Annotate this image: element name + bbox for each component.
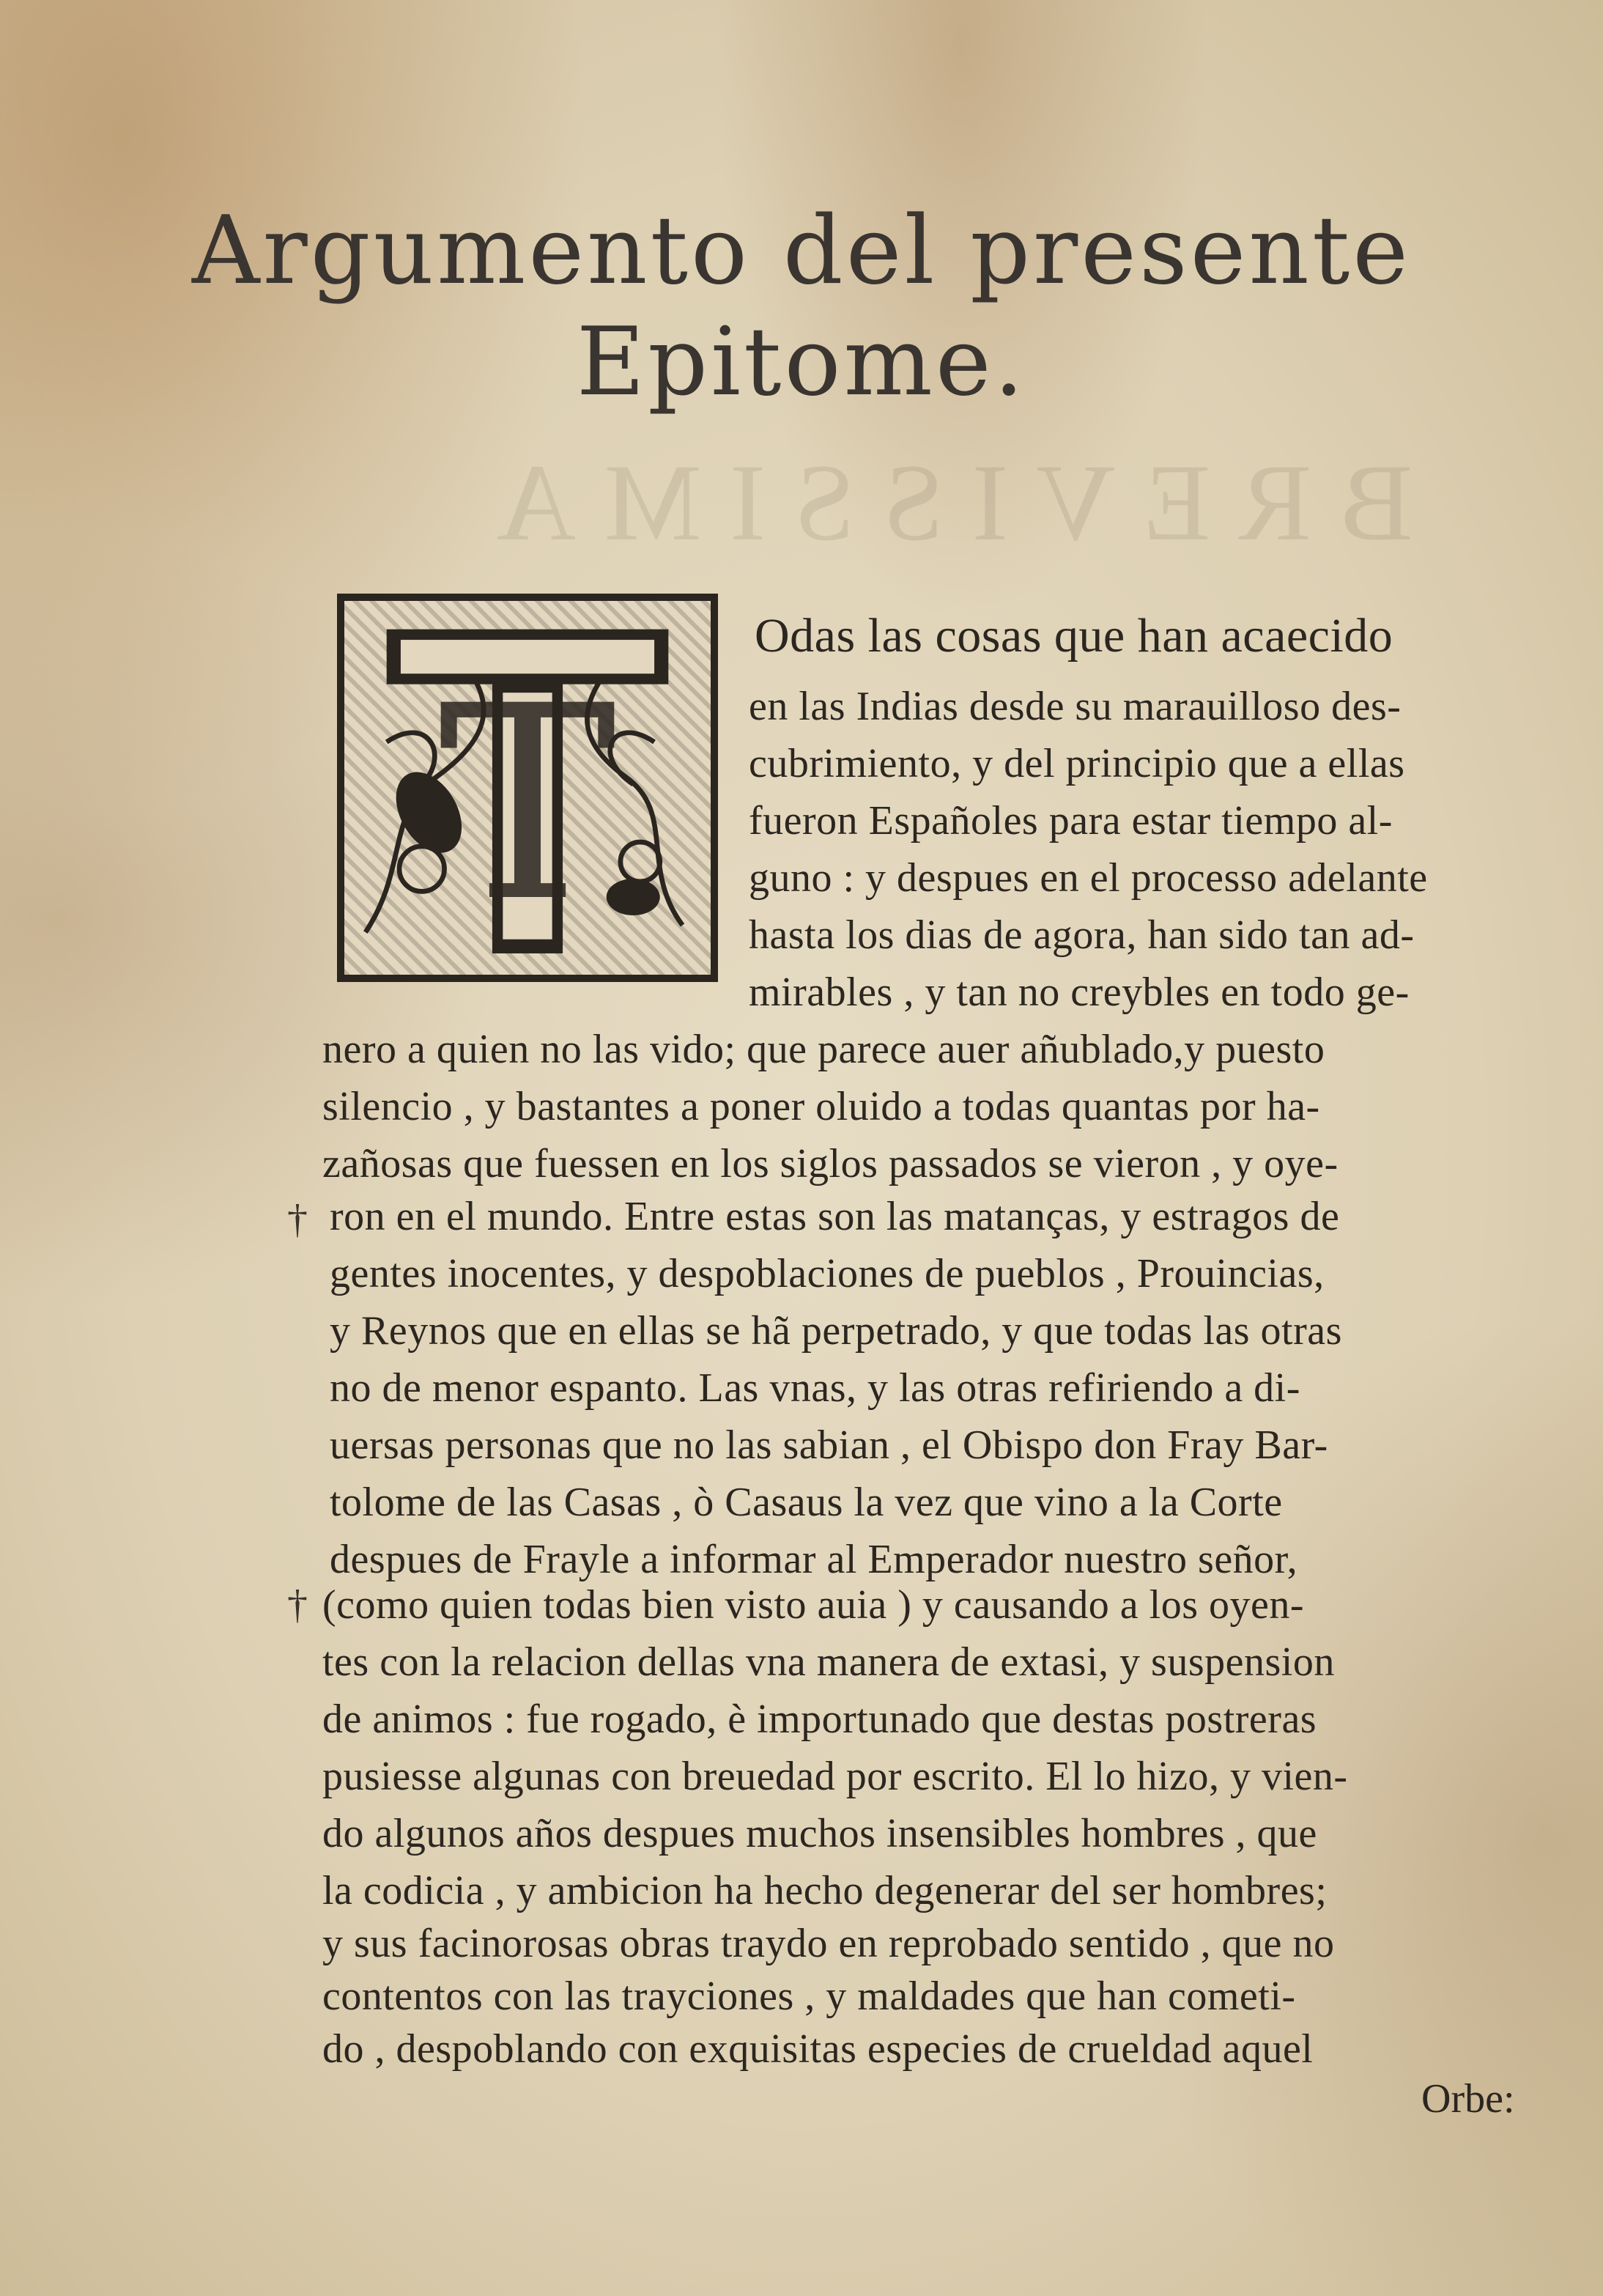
text-line: fueron Españoles para estar tiempo al- <box>749 798 1393 844</box>
decorated-initial-t <box>337 594 718 982</box>
text-line: contentos con las trayciones , y maldades que han cometi- <box>322 1974 1296 2019</box>
text-line: mirables , y tan no creybles en todo ge- <box>749 970 1410 1015</box>
text-line: silencio , y bastantes a poner oluido a todas quantas por ha- <box>322 1084 1320 1129</box>
text-line: pusiesse algunas con breuedad por escrito. El lo hizo, y vien- <box>322 1754 1348 1799</box>
text-line: do algunos años despues muchos insensibles hombres , que <box>322 1811 1317 1856</box>
text-line: zañosas que fuessen en los siglos passados se vieron , y oye- <box>322 1141 1339 1186</box>
text-line: hasta los dias de agora, han sido tan ad- <box>749 912 1415 958</box>
page-title-line-2: Epitome. <box>576 308 1027 417</box>
text-line: do , despoblando con exquisitas especies de crueldad aquel <box>322 2026 1314 2072</box>
bleed-through-text: BREVISSIMA <box>469 442 1413 564</box>
catchword: Orbe: <box>1421 2076 1515 2122</box>
initial-letter-text: T <box>438 649 617 961</box>
margin-dagger-mark: † <box>287 1197 308 1242</box>
text-line: (como quien todas bien visto auia ) y causando a los oyen- <box>322 1582 1304 1628</box>
text-line: tes con la relacion dellas vna manera de extasi, y suspension <box>322 1639 1335 1685</box>
text-line: Odas las cosas que han acaecido <box>755 609 1393 662</box>
text-line: la codicia , y ambicion ha hecho degenerar del ser hombres; <box>322 1868 1328 1913</box>
text-line: y sus facinorosas obras traydo en reprobado sentido , que no <box>322 1921 1335 1966</box>
text-line: ron en el mundo. Entre estas son las matanças, y estragos de <box>330 1194 1340 1239</box>
margin-dagger-mark: † <box>287 1582 308 1628</box>
text-line: nero a quien no las vido; que parece auer añublado,y puesto <box>322 1027 1325 1072</box>
text-line: y Reynos que en ellas se hã perpetrado, y que todas las otras <box>330 1308 1342 1354</box>
text-line: gentes inocentes, y despoblaciones de pueblos , Prouincias, <box>330 1251 1325 1296</box>
page-title-line-1: Argumento del presente <box>192 196 1411 306</box>
text-line: de animos : fue rogado, è importunado que destas postreras <box>322 1697 1317 1742</box>
text-line: tolome de las Casas , ò Casaus la vez que vino a la Corte <box>330 1480 1283 1525</box>
text-line: uersas personas que no las sabian , el Obispo don Fray Bar- <box>330 1422 1328 1468</box>
text-line: cubrimiento, y del principio que a ellas <box>749 741 1405 786</box>
text-line: despues de Frayle a informar al Emperador nuestro señor, <box>330 1537 1298 1582</box>
text-line: no de menor espanto. Las vnas, y las otras refiriendo a di- <box>330 1365 1300 1411</box>
text-line: en las Indias desde su marauilloso des- <box>749 684 1402 729</box>
text-line: guno : y despues en el processo adelante <box>749 855 1428 901</box>
decorated-initial-icon <box>344 601 711 975</box>
